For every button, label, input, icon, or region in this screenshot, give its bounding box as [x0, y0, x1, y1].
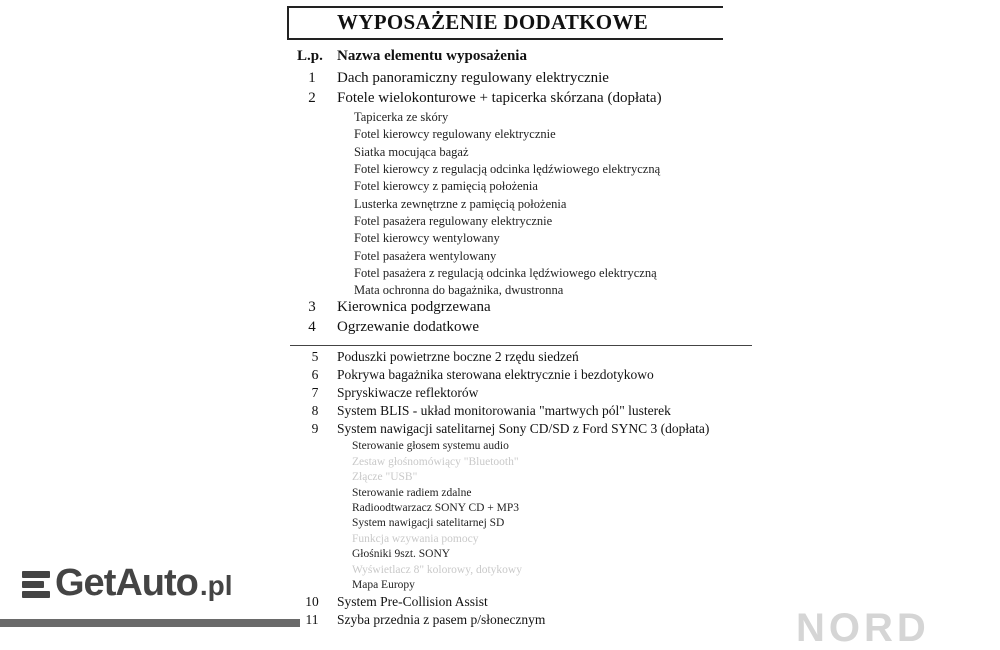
item-number: 10: [305, 594, 319, 609]
sub-item: Fotel kierowcy regulowany elektrycznie: [354, 127, 556, 141]
item-number: 2: [308, 90, 316, 106]
corner-dealer-logo: NORD: [796, 606, 930, 650]
sub-item-faded: Złącze "USB": [352, 471, 418, 483]
logo-brand-text: GetAuto: [55, 561, 198, 604]
sub-item: Fotel pasażera regulowany elektrycznie: [354, 214, 553, 228]
item-number: 8: [311, 403, 319, 418]
sub-item: Sterowanie głosem systemu audio: [352, 440, 509, 452]
sub-item: Fotel kierowcy z pamięcią położenia: [354, 179, 538, 193]
document-title: WYPOSAŻENIE DODATKOWE: [337, 10, 649, 34]
sub-item: Fotel kierowcy z regulacją odcinka lędźwiowego elektryczną: [354, 162, 661, 176]
sub-item: Tapicerka ze skóry: [354, 110, 449, 124]
sub-item-faded: Wyświetlacz 8" kolorowy, dotykowy: [352, 564, 522, 576]
item-text: Ogrzewanie dodatkowe: [337, 319, 480, 335]
sub-item: Mata ochronna do bagażnika, dwustronna: [354, 283, 564, 297]
sub-item-faded: Funkcja wzywania pomocy: [352, 533, 479, 545]
sub-item: Fotel pasażera wentylowany: [354, 249, 497, 263]
item-number: 3: [308, 299, 316, 315]
item-number: 1: [308, 70, 316, 86]
item-number: 7: [311, 385, 319, 400]
item-text: Pokrywa bagażnika sterowana elektrycznie i bezdotykowo: [337, 367, 654, 382]
item-text: Spryskiwacze reflektorów: [337, 385, 479, 400]
item-number: 9: [311, 421, 319, 436]
bottom-bar: [0, 619, 300, 627]
item-number: 6: [311, 367, 319, 382]
item-text: Poduszki powietrzne boczne 2 rzędu siedzeń: [337, 349, 579, 364]
sub-item: Fotel pasażera z regulacją odcinka lędźwiowego elektryczną: [354, 266, 657, 280]
item-number: 5: [311, 349, 319, 364]
item-text: System nawigacji satelitarnej Sony CD/SD z Ford SYNC 3 (dopłata): [337, 421, 710, 436]
getauto-logo: [22, 561, 233, 605]
sub-item-faded: Zestaw głośnomówiący "Bluetooth": [352, 456, 519, 468]
sub-item: Sterowanie radiem zdalne: [352, 487, 472, 499]
item-number: 4: [308, 319, 316, 335]
section-divider: [290, 345, 752, 346]
sub-item: Głośniki 9szt. SONY: [352, 548, 451, 560]
item-text: System BLIS - układ monitorowania "martwych pól" lusterek: [337, 403, 671, 418]
item-text: Dach panoramiczny regulowany elektrycznie: [337, 70, 609, 86]
column-header-name: Nazwa elementu wyposażenia: [337, 48, 527, 64]
sub-item: System nawigacji satelitarnej SD: [352, 517, 505, 529]
sub-item: Siatka mocująca bagaż: [354, 145, 469, 159]
logo-domain-suffix: .pl: [199, 570, 233, 601]
column-header-lp: L.p.: [297, 48, 323, 64]
item-text: Kierownica podgrzewana: [337, 299, 491, 315]
menu-lines-icon: [22, 566, 52, 600]
sub-item: Lusterka zewnętrzne z pamięcią położenia: [354, 197, 567, 211]
item-text: System Pre-Collision Assist: [337, 594, 488, 609]
sub-item: Radioodtwarzacz SONY CD + MP3: [352, 502, 520, 514]
item-number: 11: [305, 612, 319, 627]
item-text: Fotele wielokonturowe + tapicerka skórzana (dopłata): [337, 90, 662, 106]
item-text: Szyba przednia z pasem p/słonecznym: [337, 612, 546, 627]
sub-item: Mapa Europy: [352, 579, 415, 591]
sub-item: Fotel kierowcy wentylowany: [354, 231, 500, 245]
